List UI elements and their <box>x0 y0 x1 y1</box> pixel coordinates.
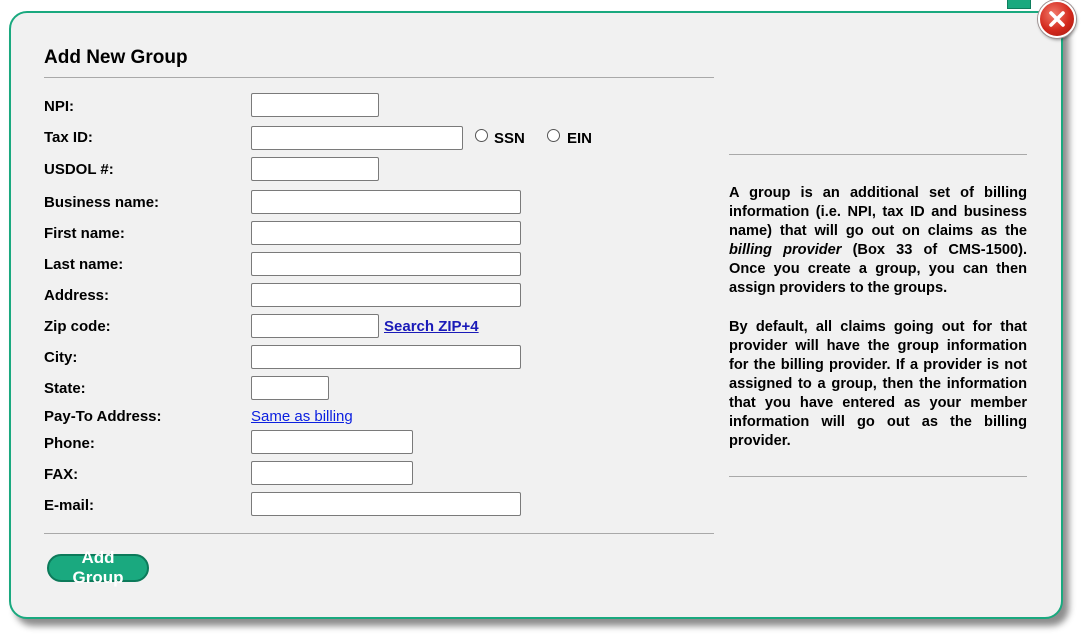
ein-radio[interactable] <box>547 129 560 142</box>
dialog-top-tab <box>1007 0 1031 9</box>
ein-label: EIN <box>567 130 593 147</box>
business-name-input[interactable] <box>251 190 521 214</box>
ssn-radio[interactable] <box>475 129 488 142</box>
same-as-billing-link[interactable]: Same as billing <box>251 408 353 425</box>
tax-id-input[interactable] <box>251 126 463 150</box>
first-name-label: First name: <box>44 225 125 242</box>
usdol-input[interactable] <box>251 157 379 181</box>
last-name-label: Last name: <box>44 256 124 273</box>
city-label: City: <box>44 349 78 366</box>
info-paragraph-2: By default, all claims going out for that provider will have the group information for the billing provider. If a provider is not assigned to a group, then the information that you have entered as your member information will go out as the billing provider. <box>729 318 1027 450</box>
state-input[interactable] <box>251 376 329 400</box>
phone-input[interactable] <box>251 430 413 454</box>
info-paragraph-1 <box>729 184 1027 299</box>
usdol-label: USDOL #: <box>44 161 114 178</box>
npi-input[interactable] <box>251 93 379 117</box>
tax-id-label: Tax ID: <box>44 129 93 146</box>
title-divider <box>44 77 714 78</box>
last-name-input[interactable] <box>251 252 521 276</box>
info-p1-text-end: (Box 33 of CMS-1500). Once you create a group, you can then assign providers to the groups. <box>729 242 1028 297</box>
info-bottom-divider <box>729 476 1027 477</box>
npi-label: NPI: <box>44 98 74 115</box>
info-top-divider <box>729 154 1027 155</box>
search-zip-link[interactable]: Search ZIP+4 <box>384 318 479 335</box>
zip-code-label: Zip code: <box>44 318 111 335</box>
zip-code-input[interactable] <box>251 314 379 338</box>
phone-label: Phone: <box>44 435 95 452</box>
add-group-dialog <box>9 11 1063 619</box>
email-label: E-mail: <box>44 497 95 514</box>
dialog-title: Add New Group <box>44 47 188 68</box>
info-p1-italic: billing provider <box>729 242 842 259</box>
city-input[interactable] <box>251 345 521 369</box>
close-x-icon <box>1048 10 1066 28</box>
fax-label: FAX: <box>44 466 79 483</box>
pay-to-address-label: Pay-To Address: <box>44 408 162 425</box>
form-bottom-divider <box>44 533 714 534</box>
close-button[interactable] <box>1038 0 1076 38</box>
address-label: Address: <box>44 287 110 304</box>
email-input[interactable] <box>251 492 521 516</box>
ssn-label: SSN <box>494 130 525 147</box>
business-name-label: Business name: <box>44 194 160 211</box>
address-input[interactable] <box>251 283 521 307</box>
first-name-input[interactable] <box>251 221 521 245</box>
add-group-button[interactable]: Add Group <box>47 554 149 582</box>
info-panel <box>729 184 1027 470</box>
info-p1-text: A group is an additional set of billing information (i.e. NPI, tax ID and business name) that will go out on claims as the <box>729 185 1027 240</box>
state-label: State: <box>44 380 86 397</box>
fax-input[interactable] <box>251 461 413 485</box>
